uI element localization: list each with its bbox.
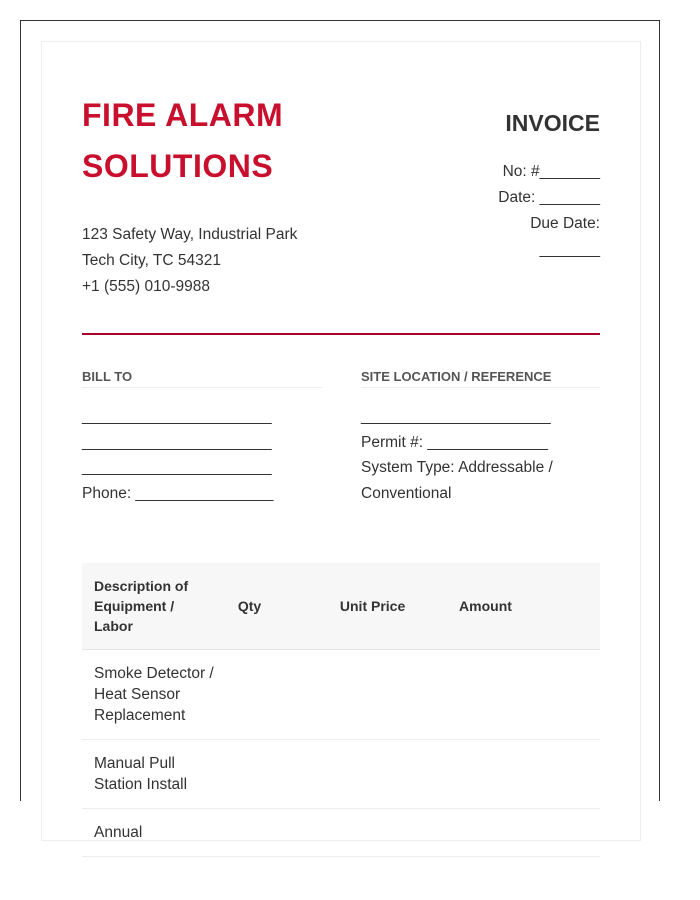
- invoice-date: Date: _______: [498, 189, 600, 206]
- address-line2: Tech City, TC 54321: [82, 252, 221, 269]
- site-location-section: [361, 404, 600, 506]
- invoice-title: INVOICE: [505, 110, 600, 136]
- row-qty: [226, 809, 328, 857]
- row-unit-price: [328, 650, 447, 740]
- header-divider: [82, 333, 600, 335]
- invoice-page: [41, 41, 641, 841]
- bill-to-line1: ______________________: [82, 408, 272, 425]
- table-row: [82, 740, 600, 809]
- header-qty: Qty: [226, 563, 328, 650]
- line-items-table: [82, 563, 600, 857]
- invoice-due-date-value: _______: [539, 241, 600, 258]
- bill-to-line3: ______________________: [82, 459, 272, 476]
- company-address: [82, 222, 297, 300]
- bill-to-phone: Phone: ________________: [82, 484, 274, 502]
- table-row: [82, 809, 600, 857]
- row-unit-price: [328, 809, 447, 857]
- row-amount: [447, 740, 600, 809]
- row-description: Manual Pull Station Install: [82, 740, 226, 809]
- invoice-number: No: #_______: [502, 163, 600, 180]
- row-unit-price: [328, 740, 447, 809]
- row-qty: [226, 650, 328, 740]
- row-description: Smoke Detector / Heat Sensor Replacement: [82, 650, 226, 740]
- invoice-meta: [470, 159, 600, 263]
- bill-to-section: [82, 404, 322, 506]
- site-line1: ______________________: [361, 408, 551, 425]
- company-phone: +1 (555) 010-9988: [82, 278, 210, 295]
- bill-to-line2: ______________________: [82, 433, 272, 451]
- table-header-row: [82, 563, 600, 650]
- document-frame: [20, 20, 660, 841]
- bill-to-heading: BILL TO: [82, 369, 322, 388]
- header-description: Description of Equipment / Labor: [82, 563, 226, 650]
- row-description: Annual: [82, 809, 226, 857]
- address-line1: 123 Safety Way, Industrial Park: [82, 226, 298, 243]
- row-amount: [447, 809, 600, 857]
- header-unit-price: Unit Price: [328, 563, 447, 650]
- site-location-heading: SITE LOCATION / REFERENCE: [361, 369, 600, 388]
- row-qty: [226, 740, 328, 809]
- site-system-type: System Type: Addressable / Conventional: [361, 459, 553, 502]
- company-name-line2: SOLUTIONS: [82, 148, 274, 184]
- company-name-line1: FIRE ALARM: [82, 97, 284, 133]
- site-permit: Permit #: ______________: [361, 433, 549, 451]
- invoice-due-date-label: Due Date:: [530, 215, 600, 232]
- company-name: [82, 90, 342, 192]
- header-amount: Amount: [447, 563, 600, 650]
- row-amount: [447, 650, 600, 740]
- table-row: [82, 650, 600, 740]
